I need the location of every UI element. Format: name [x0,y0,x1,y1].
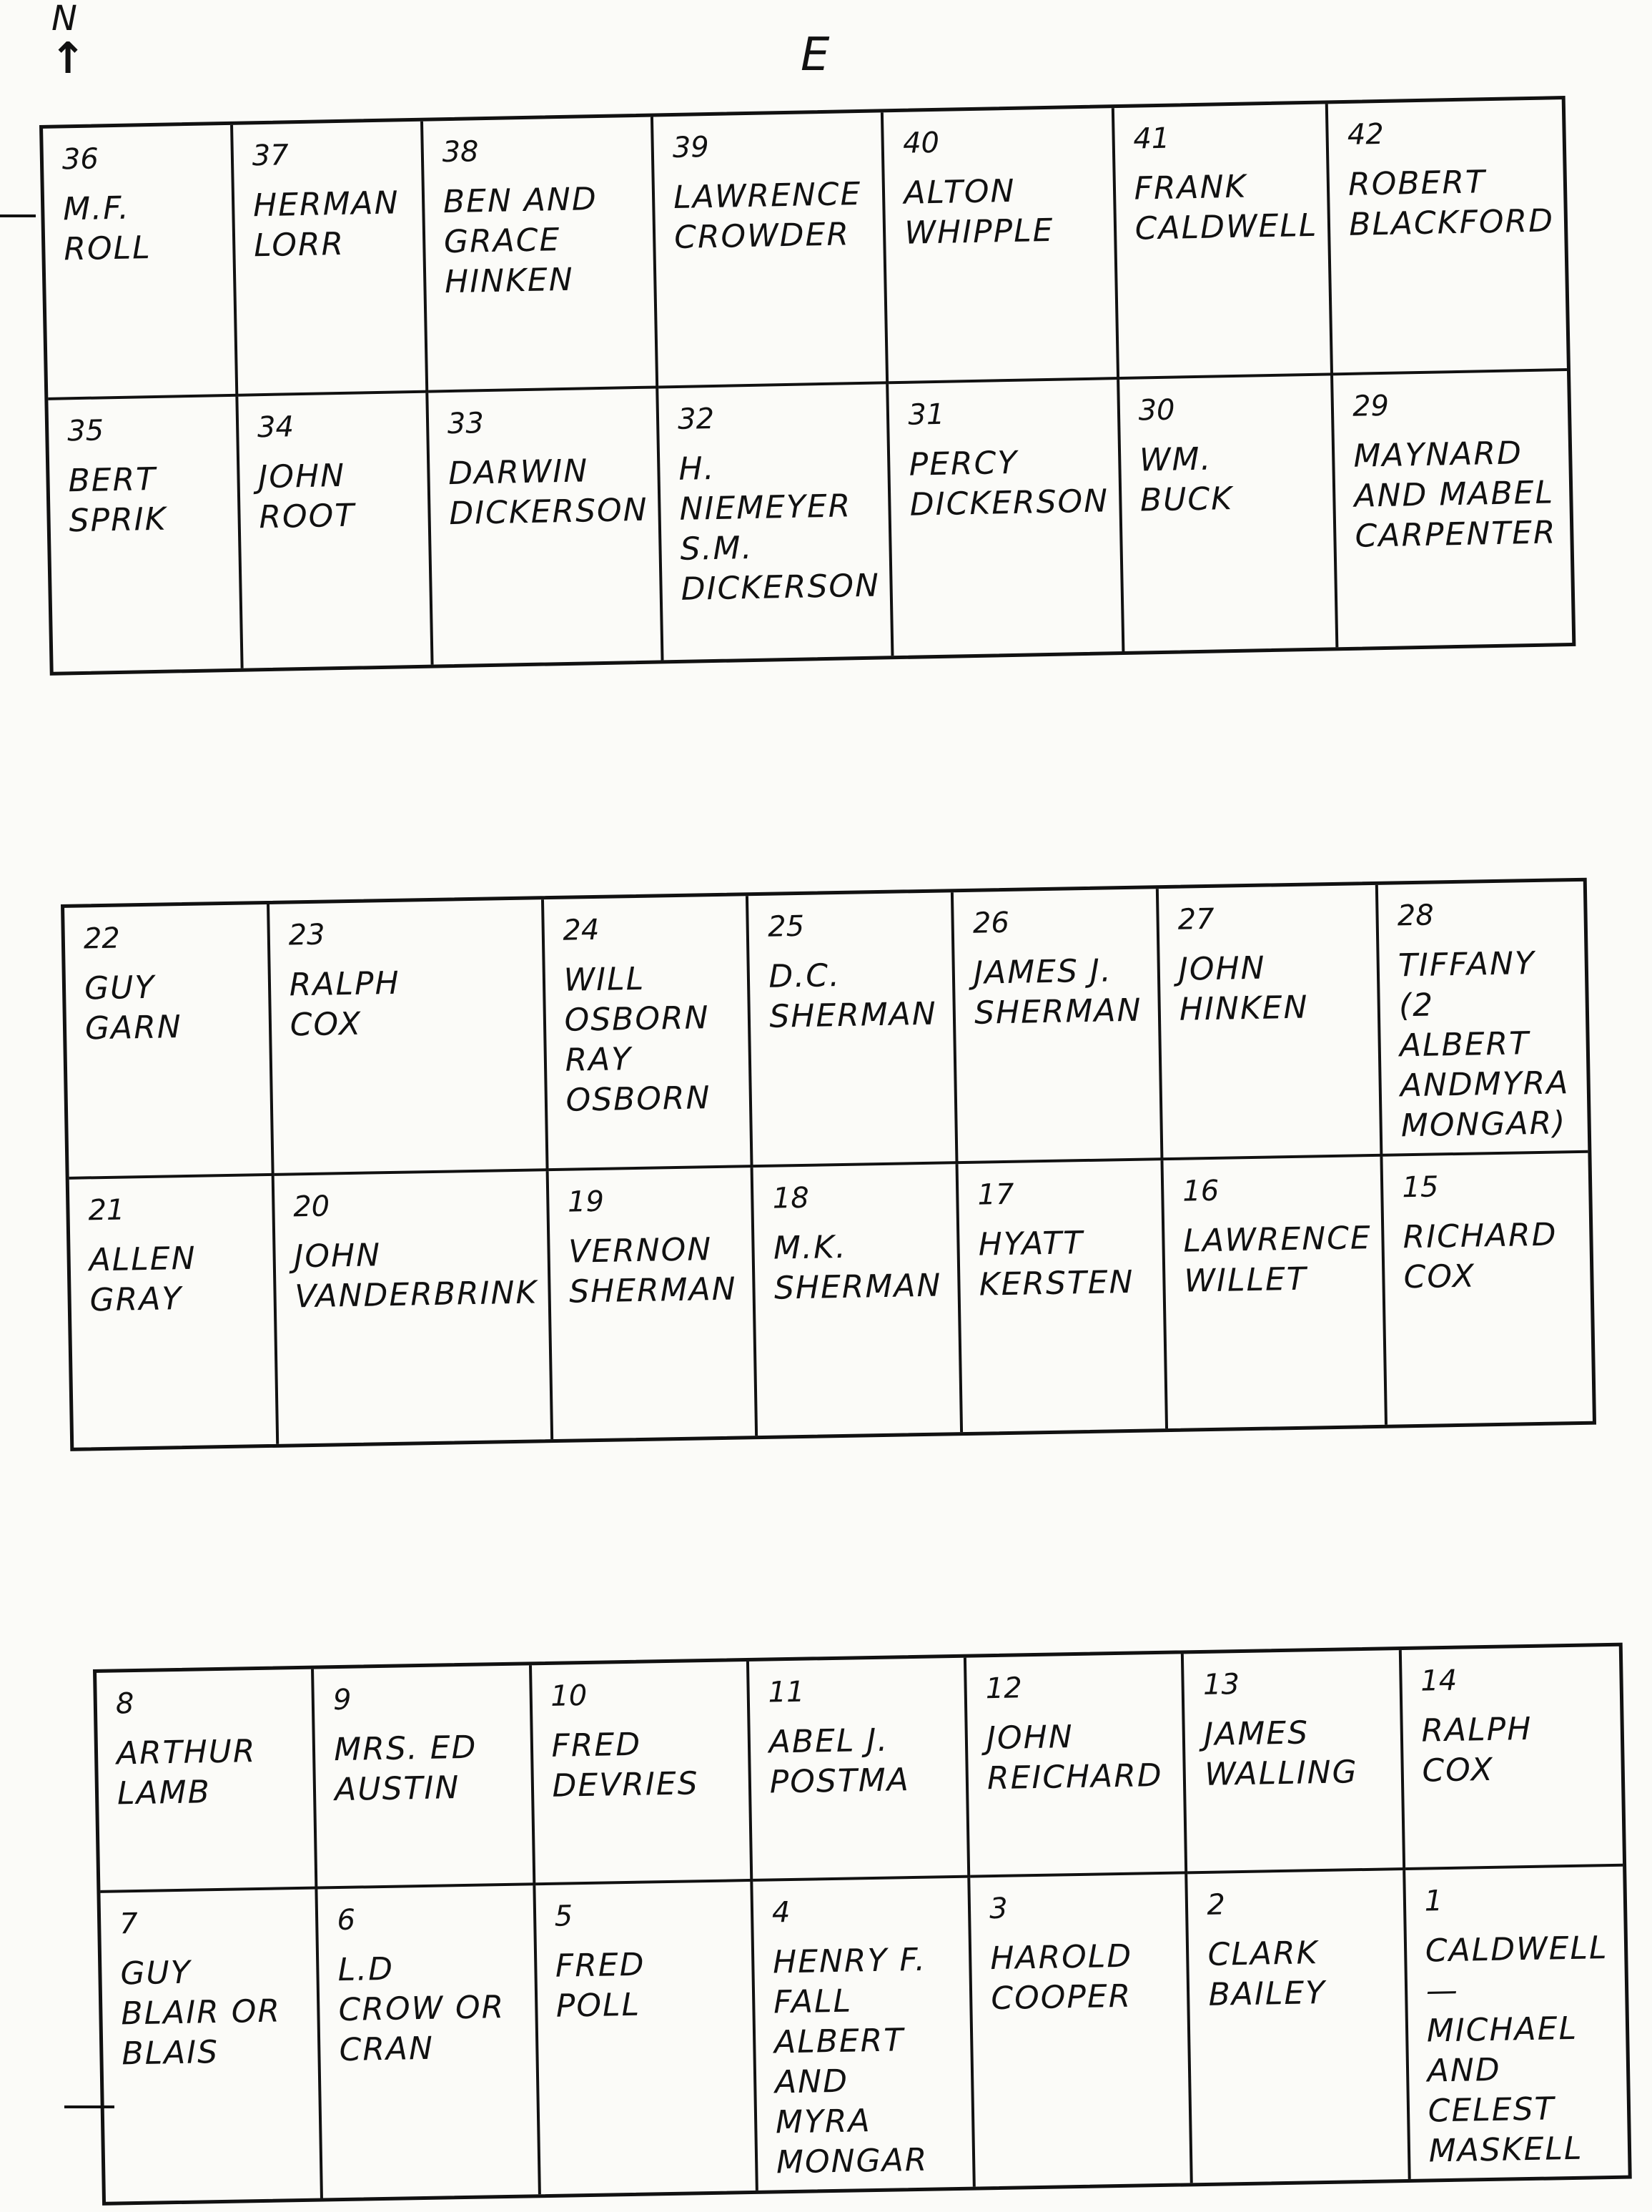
lot-owner-name: VERNON SHERMAN [568,1231,738,1310]
lot-owner-name: LAWRENCE WILLET [1183,1220,1372,1300]
lot-owner-name: GUY BLAIR OR BLAIS [119,1954,282,2073]
lot-number: 9 [332,1683,352,1717]
north-arrow-icon: ↑ [50,34,86,84]
lot-number: 12 [985,1672,1023,1706]
lot-number: 29 [1352,389,1390,423]
lot-number: 21 [88,1193,125,1228]
lot-number: 18 [772,1181,810,1215]
lot-cell [100,1890,323,2202]
lot-owner-name: DARWIN DICKERSON [447,453,649,533]
lot-cell [966,1654,1188,1877]
lot-owner-name: LAWRENCE CROWDER [673,175,862,256]
lot-cell [233,122,428,397]
lot-number: 4 [771,1896,791,1930]
lot-number: 20 [292,1190,330,1224]
lot-owner-name: WILL OSBORN RAY OSBORN [563,960,711,1119]
lot-number: 39 [672,131,710,164]
lot-number: 24 [563,913,600,947]
lot-owner-name: BERT SPRIK [68,460,167,540]
lot-cell [318,1885,541,2198]
lot-number: 23 [288,918,325,952]
lot-number: 19 [567,1185,605,1219]
lot-cell [269,899,548,1176]
lot-cell [1164,1157,1388,1428]
lot-cell [1328,99,1567,375]
lot-number: 31 [907,398,945,432]
lot-owner-name: M.K. SHERMAN [773,1228,942,1307]
lot-cell [959,1160,1168,1432]
north-indicator [50,0,86,84]
lot-owner-name: JOHN ROOT [257,457,356,536]
lot-owner-name: JAMES J. SHERMAN [973,952,1142,1032]
lot-cell [1402,1646,1623,1870]
lot-cell [749,1658,971,1882]
lot-owner-name: HERMAN LORR [252,184,400,265]
lot-owner-name: ROBERT BLACKFORD [1347,164,1555,243]
lot-cell [535,1882,758,2194]
lot-owner-name: CLARK BAILEY [1207,1935,1327,2013]
lot-owner-name: JOHN HINKEN [1178,949,1309,1028]
lot-number: 3 [989,1892,1009,1926]
lot-owner-name: JOHN REICHARD [986,1719,1164,1797]
lot-cell [658,384,894,660]
lot-owner-name: RALPH COX [1421,1710,1533,1789]
lot-number: 27 [1177,902,1215,937]
lot-owner-name: JOHN VANDERBRINK [293,1237,538,1315]
lot-owner-name: HAROLD COOPER [989,1937,1133,2018]
lot-number: 41 [1132,122,1170,156]
lot-cell [970,1874,1193,2186]
lot-number: 17 [977,1177,1014,1212]
lot-number: 7 [119,1907,139,1941]
lot-cell [1184,1650,1405,1874]
lot-owner-name: HYATT KERSTEN [978,1225,1134,1303]
lot-owner-name: TIFFANY (2 ALBERT ANDMYRA MONGAR) [1398,945,1570,1145]
lot-number: 42 [1347,117,1385,152]
lot-number: 6 [337,1903,356,1937]
lot-number: 28 [1397,899,1435,933]
lot-number: 32 [677,402,715,436]
lot-owner-name: BEN AND GRACE HINKEN [442,181,598,301]
lot-number: 8 [115,1687,134,1721]
lot-number: 33 [447,407,485,441]
lot-owner-name: WM. BUCK [1139,440,1234,519]
lot-owner-name: M.F. ROLL [62,189,152,268]
lot-number: 5 [554,1900,573,1933]
lot-cell [753,1164,963,1436]
lot-number: 34 [257,410,295,445]
lot-cell [548,1167,758,1439]
lot-cell [532,1662,753,1885]
lot-number: 14 [1420,1664,1458,1698]
lot-number: 30 [1138,393,1175,428]
lot-number: 11 [768,1675,805,1709]
lot-owner-name: MAYNARD AND MABEL CARPENTER [1352,435,1557,555]
lot-number: 25 [767,909,805,944]
lot-number: 16 [1182,1174,1220,1208]
lot-cell [1405,1867,1628,2179]
lot-owner-name: PERCY DICKERSON [909,444,1109,523]
lot-cell [1188,1870,1411,2183]
lot-owner-name: D.C. SHERMAN [768,957,938,1035]
lot-cell [889,380,1125,656]
lot-number: 10 [550,1679,588,1713]
lot-cell [544,896,753,1171]
lot-cell [48,397,243,672]
lot-cell [64,904,274,1180]
lot-cell [97,1669,318,1893]
lot-number: 36 [61,142,99,177]
lot-owner-name: RALPH COX [289,964,401,1044]
north-label: N [51,0,77,39]
lot-cell [1114,104,1333,380]
lot-number: 37 [252,139,290,173]
lot-owner-name: FRED DEVRIES [551,1726,699,1804]
lot-owner-name: FRED POLL [555,1946,646,2025]
lot-cell [423,117,659,393]
lot-owner-name: L.D CROW OR CRAN [337,1950,505,2069]
lot-cell [748,892,958,1167]
lot-cell [238,393,433,668]
lot-cell [954,889,1163,1164]
lot-cell [274,1171,553,1444]
lot-cell [753,1878,976,2191]
lot-owner-name: FRANK CALDWELL [1134,168,1318,247]
lot-cell [69,1176,279,1448]
lot-owner-name: HENRY F. FALL ALBERT AND MYRA MONGAR [772,1941,929,2181]
lot-number: 1 [1424,1885,1443,1918]
lot-number: 35 [66,414,104,448]
east-label: E [801,29,830,82]
lot-number: 26 [972,906,1010,940]
lot-owner-name: RICHARD COX [1403,1216,1558,1296]
lot-number: 40 [902,126,940,160]
lot-cell [1333,371,1572,647]
left-margin-tick-top [0,214,36,217]
lot-owner-name: H. NIEMEYER S.M. DICKERSON [678,450,881,608]
lot-owner-name: MRS. ED AUSTIN [333,1729,478,1809]
lot-cell [884,108,1119,384]
lot-owner-name: ALTON WHIPPLE [903,172,1054,252]
lot-number: 15 [1402,1170,1439,1205]
lot-owner-name: ARTHUR LAMB [116,1733,257,1812]
lot-cell [1119,375,1339,651]
lot-block-1 [39,96,1576,676]
lot-cell [1383,1153,1593,1425]
lot-number: 38 [442,135,479,169]
lot-cell [428,388,664,664]
lot-owner-name: ALLEN GRAY [89,1240,197,1319]
lot-owner-name: GUY GARN [84,969,183,1047]
lot-owner-name: CALDWELL — MICHAEL AND CELEST MASKELL [1425,1930,1608,2170]
lot-owner-name: ABEL J. POSTMA [768,1722,911,1801]
lot-owner-name: JAMES WALLING [1203,1714,1359,1793]
lot-number: 13 [1202,1668,1240,1702]
lot-block-3 [93,1643,1632,2206]
lot-cell [1159,885,1383,1160]
lot-cell [1378,882,1588,1157]
lot-number: 2 [1207,1888,1226,1922]
lot-block-2 [61,878,1596,1451]
lot-cell [43,125,238,400]
lot-cell [653,112,889,388]
lot-cell [314,1665,535,1889]
lot-number: 22 [83,922,121,956]
